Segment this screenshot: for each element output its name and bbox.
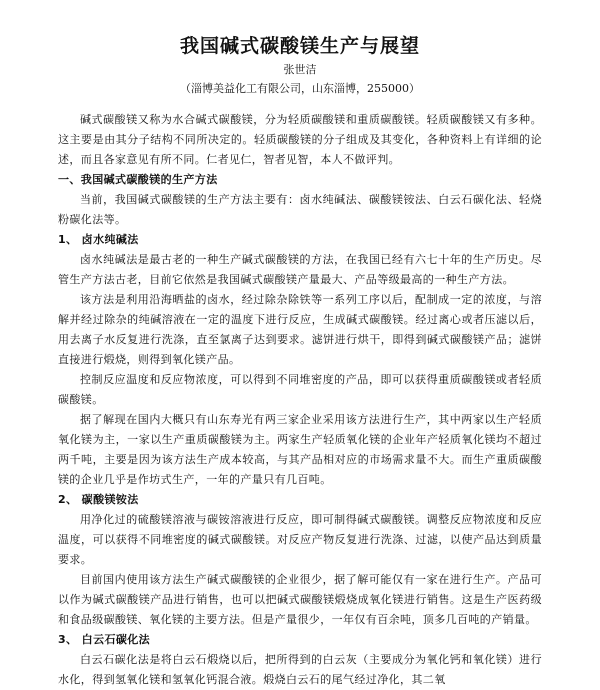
paragraph: 白云石碳化法是将白云石煅烧以后，把所得到的白云灰（主要成分为氧化钙和氧化镁）进行水化，得到氢氧化镁和氢氧化钙混合液。煅烧白云石的尾气经过净化，其二氧 <box>58 653 542 686</box>
paragraph: 用净化过的硫酸镁溶液与碳铵溶液进行反应，即可制得碱式碳酸镁。调整反应物浓度和反应温度，可以获得不同堆密度的碱式碳酸镁。对反应产物反复进行洗涤、过滤，以使产品达到质量要求。 <box>58 513 542 566</box>
paper-title: 我国碱式碳酸镁生产与展望 <box>179 35 420 57</box>
paragraph: 碱式碳酸镁又称为水合碱式碳酸镁，分为轻质碳酸镁和重质碳酸镁。轻质碳酸镁又有多种。这主要是由其分子结构不同所决定的。轻质碳酸镁的分子组成及其变化，各种资料上有详细的论述，而且各家意见有所不同。仁者见仁，智者见智，本人不做评判。 <box>58 113 542 166</box>
paragraph: 控制反应温度和反应物浓度，可以得到不同堆密度的产品，即可以获得重质碳酸镁或者轻质碳酸镁。 <box>58 373 542 406</box>
paragraph: 该方法是利用沿海晒盐的卤水，经过除杂除铁等一系列工序以后，配制成一定的浓度，与溶解并经过除杂的纯碱溶液在一定的温度下进行反应，生成碱式碳酸镁。经过离心或者压滤以后，用去离子水反复进行洗涤，直至氯离子达到要求。滤饼进行烘干，即得到碱式碳酸镁产品；滤饼直接进行煅烧，则得到氧化镁产品。 <box>58 293 542 366</box>
author-name: 张世洁 <box>283 63 317 76</box>
author-affiliation: （淄博美益化工有限公司，山东淄博，255000） <box>180 82 420 95</box>
paper-body <box>58 110 542 690</box>
paragraph: 当前，我国碱式碳酸镁的生产方法主要有：卤水纯碱法、碳酸镁铵法、白云石碳化法、轻烧粉碳化法等。 <box>58 193 542 226</box>
section-heading: 3、 白云石碳化法 <box>58 633 151 646</box>
section-heading: 一、我国碱式碳酸镁的生产方法 <box>58 173 218 186</box>
section-heading: 1、 卤水纯碱法 <box>58 233 139 246</box>
paragraph: 据了解现在国内大概只有山东寿光有两三家企业采用该方法进行生产，其中两家以生产轻质氧化镁为主，一家以生产重质碳酸镁为主。两家生产轻质氧化镁的企业年产轻质氧化镁均不超过两千吨，主要是因为该方法生产成本较高，与其产品相对应的市场需求量不大。而生产重质碳酸镁的企业几乎是作坊式生产，一年的产量只有几百吨。 <box>58 413 542 486</box>
paragraph: 目前国内使用该方法生产碱式碳酸镁的企业很少，据了解可能仅有一家在进行生产。产品可以作为碱式碳酸镁产品进行销售，也可以把碱式碳酸镁煅烧成氧化镁进行销售。这是生产医药级和食品级碳酸镁、氧化镁的主要方法。但是产量很少，一年仅有百余吨，顶多几百吨的产销量。 <box>58 573 542 626</box>
section-heading: 2、 碳酸镁铵法 <box>58 493 139 506</box>
paragraph: 卤水纯碱法是最古老的一种生产碱式碳酸镁的方法，在我国已经有六七十年的生产历史。尽管生产方法古老，目前它依然是我国碱式碳酸镁产量最大、产品等级最高的一种生产方法。 <box>58 253 542 286</box>
